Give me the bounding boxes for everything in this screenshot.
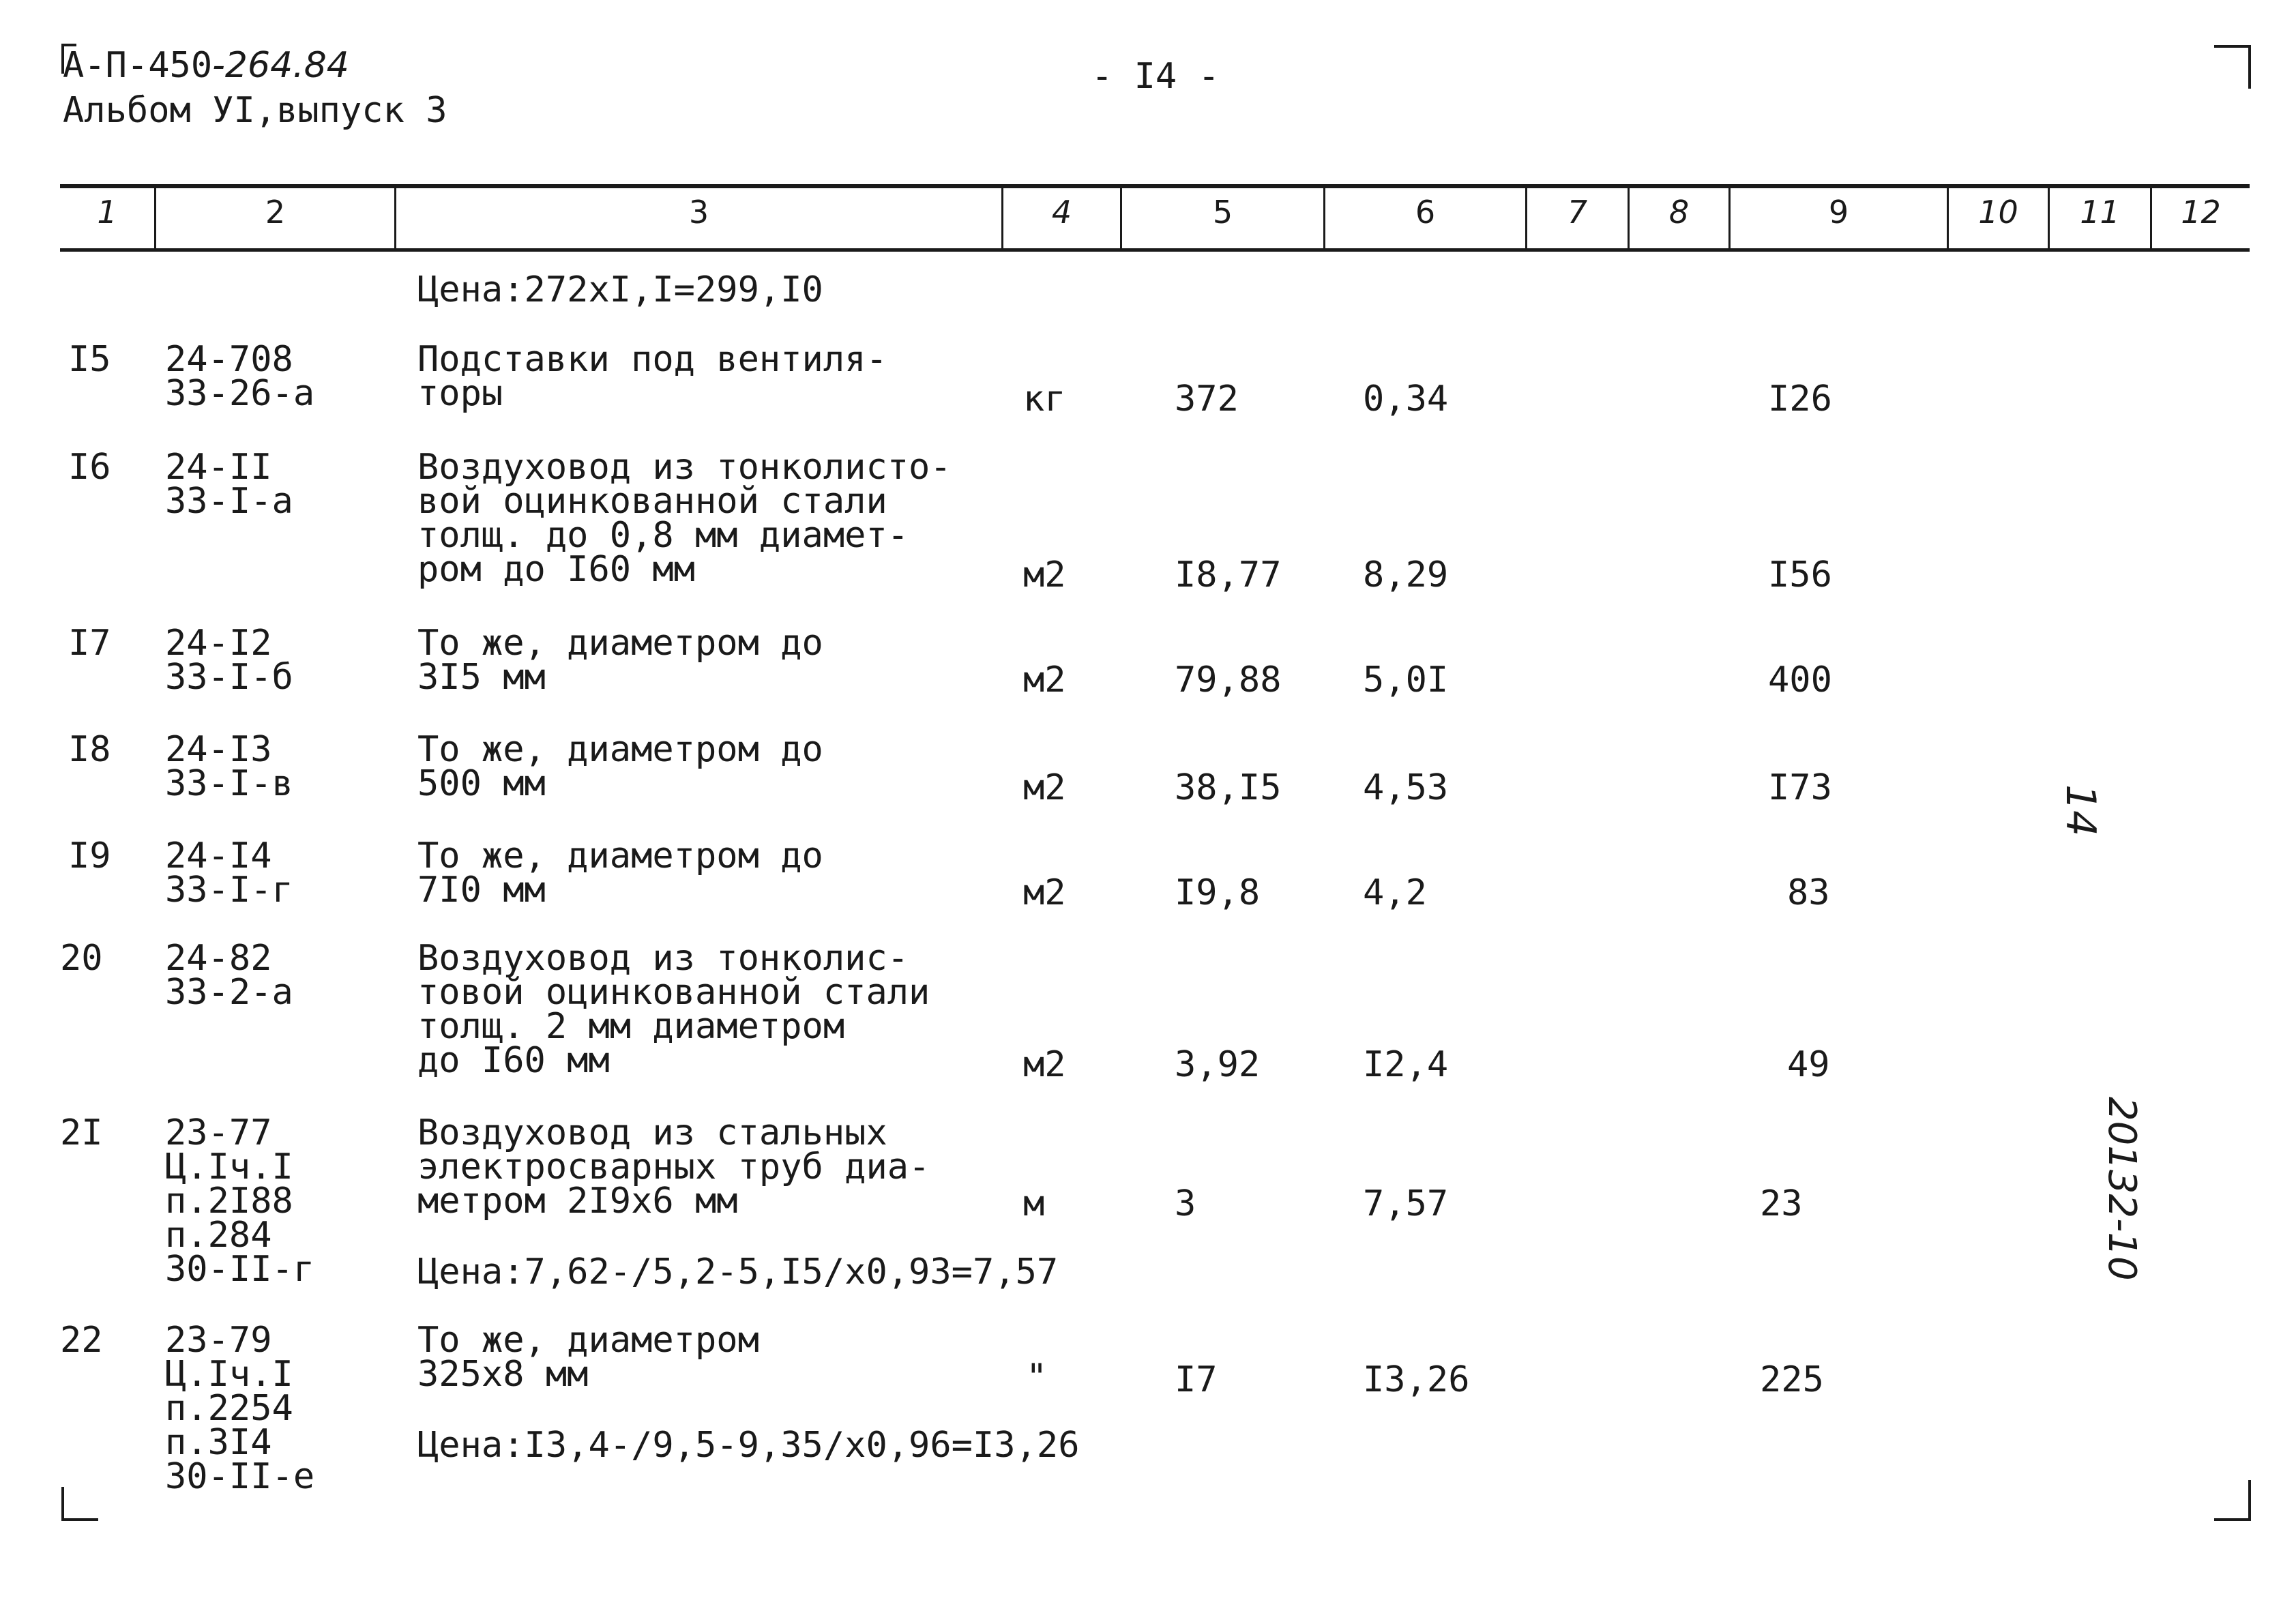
corner-mark-top-left [61, 44, 76, 74]
row-quantity: I7 [1175, 1359, 1218, 1400]
row-quantity: I8,77 [1175, 555, 1282, 595]
row-unit: м2 [1023, 767, 1066, 808]
row-description: То же, диаметром до 7I0 мм [417, 836, 823, 911]
column-header-11: 11 [2080, 194, 2120, 231]
archive-stamp-note: 20132-10 [2100, 1097, 2144, 1281]
row-description: То же, диаметром 325х8 мм [417, 1320, 759, 1395]
row-description: Воздуховод из тонколисто- вой оцинкованной стали толщ. до 0,8 мм диамет- ром до I60 мм [417, 447, 952, 590]
row-total: I26 [1768, 379, 1832, 419]
row-price-note: Цена:7,62-/5,2-5,I5/х0,93=7,57 [417, 1252, 1059, 1292]
row-code: 24-I4 33-I-г [165, 836, 293, 911]
row-unit: м2 [1023, 555, 1066, 595]
doc-code-handwritten: -264.84 [212, 45, 349, 86]
row-number: I9 [68, 836, 111, 876]
corner-mark-bottom-left [61, 1487, 98, 1521]
row-quantity: 372 [1175, 379, 1239, 419]
row-unit: м [1023, 1183, 1045, 1224]
row-quantity: I9,8 [1175, 872, 1261, 913]
row-price: 0,34 [1363, 379, 1449, 419]
table-top-rule [60, 184, 2250, 188]
row-price: 7,57 [1363, 1183, 1449, 1224]
row-unit: м2 [1023, 872, 1066, 913]
column-header-1: 1 [97, 194, 117, 231]
row-total: I56 [1768, 555, 1832, 595]
row-code: 23-79 Ц.Iч.I п.2254 п.3I4 30-II-е [165, 1320, 315, 1497]
doc-code [63, 45, 349, 86]
row-total: 49 [1787, 1044, 1830, 1085]
row-code: 24-82 33-2-а [165, 938, 293, 1013]
row-quantity: 3,92 [1175, 1044, 1261, 1085]
sheet-number-note: 14 [2057, 784, 2104, 837]
row-total: 23 [1760, 1183, 1803, 1224]
column-header-8: 8 [1668, 194, 1690, 231]
row-price: 4,2 [1363, 872, 1427, 913]
row-description: То же, диаметром до 3I5 мм [417, 623, 823, 698]
row-unit: кг [1023, 379, 1066, 419]
row-price: I2,4 [1363, 1044, 1449, 1085]
column-header-7: 7 [1567, 194, 1588, 231]
column-header-10: 10 [1978, 194, 2018, 231]
row-number: I8 [68, 729, 111, 770]
row-price: I3,26 [1363, 1359, 1470, 1400]
row-unit: " [1026, 1357, 1048, 1398]
column-header-2: 2 [265, 194, 286, 231]
row-code: 24-I2 33-I-б [165, 623, 293, 698]
row-quantity: 38,I5 [1175, 767, 1282, 808]
column-header-9: 9 [1828, 194, 1849, 231]
doc-code-printed: А-П-450 [63, 45, 213, 86]
row-code: 23-77 Ц.Iч.I п.2I88 п.284 30-II-г [165, 1112, 315, 1290]
row-total: 400 [1768, 660, 1832, 700]
row-number: 2I [60, 1112, 103, 1153]
row-description: Воздуховод из стальных электросварных труб диа- метром 2I9х6 мм [417, 1112, 930, 1222]
row-number: 22 [60, 1320, 103, 1361]
row-unit: м2 [1023, 660, 1066, 700]
row-number: 20 [60, 938, 103, 979]
row-price: 4,53 [1363, 767, 1449, 808]
row-description: Подставки под вентиля- торы [417, 339, 887, 414]
column-header-5: 5 [1212, 194, 1233, 231]
row-code: 24-I3 33-I-в [165, 729, 293, 804]
row-code: 24-II 33-I-а [165, 447, 293, 522]
row-quantity: 3 [1175, 1183, 1196, 1224]
page-number: - I4 - [1091, 56, 1220, 97]
column-header-4: 4 [1051, 194, 1072, 231]
corner-mark-top-right [2214, 45, 2251, 89]
corner-mark-bottom-right [2214, 1480, 2251, 1521]
album-label: Альбом УI,выпуск 3 [63, 90, 447, 131]
row-total: I73 [1768, 767, 1832, 808]
row-price: 5,0I [1363, 660, 1449, 700]
price-note: Цена:272хI,I=299,I0 [417, 269, 823, 310]
row-total: 83 [1787, 872, 1830, 913]
table-header-bottom-rule [60, 248, 2250, 252]
column-header-3: 3 [688, 194, 709, 231]
row-unit: м2 [1023, 1044, 1066, 1085]
column-header-12: 12 [2181, 194, 2221, 231]
row-price-note: Цена:I3,4-/9,5-9,35/х0,96=I3,26 [417, 1425, 1080, 1466]
row-quantity: 79,88 [1175, 660, 1282, 700]
row-number: I7 [68, 623, 111, 664]
row-total: 225 [1760, 1359, 1824, 1400]
row-description: Воздуховод из тонколис- товой оцинкованной стали толщ. 2 мм диаметром до I60 мм [417, 938, 930, 1081]
row-price: 8,29 [1363, 555, 1449, 595]
column-header-6: 6 [1415, 194, 1436, 231]
row-description: То же, диаметром до 500 мм [417, 729, 823, 804]
row-code: 24-708 33-26-а [165, 339, 315, 414]
row-number: I6 [68, 447, 111, 488]
row-number: I5 [68, 339, 111, 380]
